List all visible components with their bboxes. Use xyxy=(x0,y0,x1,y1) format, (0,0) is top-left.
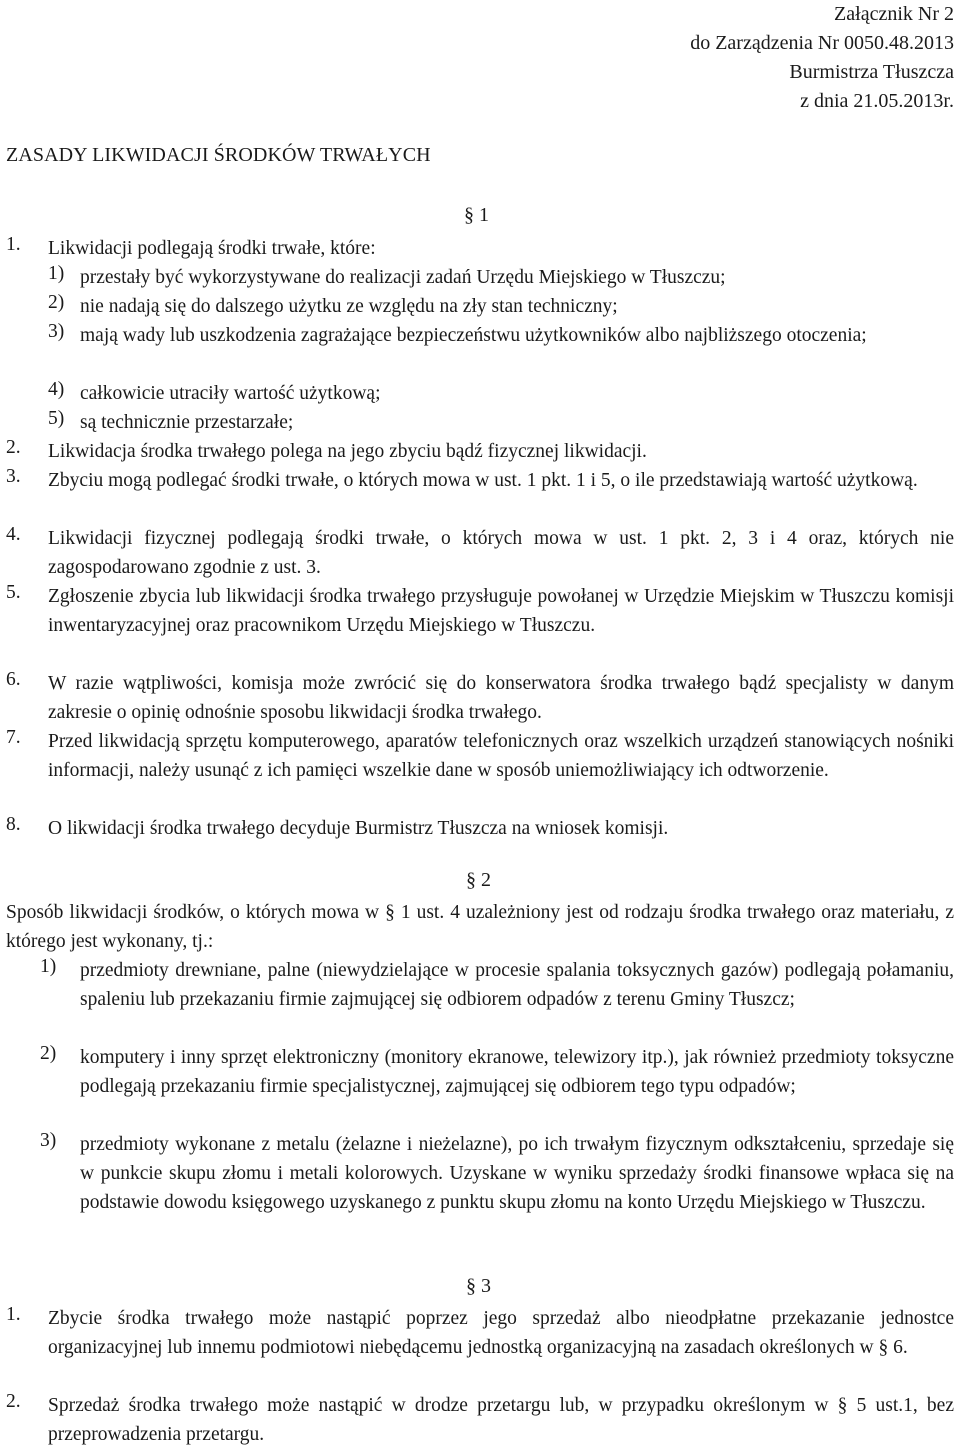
section-2-heading: § 2 xyxy=(466,869,491,891)
paragraph-7: Przed likwidacją sprzętu komputerowego, aparatów telefonicznych oraz wszelkich urządzeń stanowiących nośniki informacji, należy usunąć z ich pamięci wszelkie dane w sposób uniemożliwiający ich odtworzenie. xyxy=(48,731,954,781)
list-item-3: przedmioty wykonane z metalu (żelazne i nieżelazne), po ich trwałym fizycznym odkształceniu, sprzedaje się w punkcie skupu złomu i metali kolorowych. Uzyskane w wyniku sprzedaży środki finansowe wpłaca się na podstawie dowodu księgowego uzyskanego z punktu skupu złomu na konto Urzędu Miejskiego w Tłuszczu. xyxy=(80,1134,954,1213)
sub-item-3: mają wady lub uszkodzenia zagrażające bezpieczeństwu użytkowników albo najbliższego otoczenia; xyxy=(80,325,867,346)
header-line-3: Burmistrza Tłuszcza xyxy=(789,61,954,83)
list-number: 3) xyxy=(40,1130,57,1151)
sub-number: 1) xyxy=(48,263,65,284)
item-number: 2. xyxy=(6,437,21,458)
attachment-header xyxy=(690,0,954,116)
item-number: 7. xyxy=(6,727,21,748)
paragraph-8: O likwidacji środka trwałego decyduje Burmistrz Tłuszcza na wniosek komisji. xyxy=(48,818,669,839)
sub-item-2: nie nadają się do dalszego użytku ze względu na zły stan techniczny; xyxy=(80,296,618,317)
section-2-intro: Sposób likwidacji środków, o których mowa w § 1 ust. 4 uzależniony jest od rodzaju środka trwałego oraz materiału, z którego jest wykonany, tj.: xyxy=(6,902,954,952)
document-title: ZASADY LIKWIDACJI ŚRODKÓW TRWAŁYCH xyxy=(6,144,431,166)
section-3-item-1: Zbycie środka trwałego może nastąpić poprzez jego sprzedaż albo nieodpłatne przekazanie jednostce organizacyjnej lub innemu podmiotowi niebędącemu jednostką organizacyjną na zasadach określonych w § 6. xyxy=(48,1308,954,1358)
sub-item-1: przestały być wykorzystywane do realizacji zadań Urzędu Miejskiego w Tłuszczu; xyxy=(80,267,726,288)
sub-number: 5) xyxy=(48,408,65,429)
sub-number: 2) xyxy=(48,292,65,313)
paragraph-6: W razie wątpliwości, komisja może zwrócić się do konserwatora środka trwałego bądź specjalisty w danym zakresie o opinię odnośnie sposobu likwidacji środka trwałego. xyxy=(48,673,954,723)
sub-number: 4) xyxy=(48,379,65,400)
list-item-2: komputery i inny sprzęt elektroniczny (monitory ekranowe, telewizory itp.), jak również przedmioty toksyczne podlegają przekazaniu firmie specjalistycznej, zajmującej się odbiorem tego typu odpadów; xyxy=(80,1047,954,1097)
item-number: 1. xyxy=(6,234,21,255)
list-item-1: przedmioty drewniane, palne (niewydzielające w procesie spalania toksycznych gazów) podlegają połamaniu, spaleniu lub przekazaniu firmie zajmującej się odbiorem odpadów z terenu Gminy Tłuszcz; xyxy=(80,960,954,1010)
sub-item-4: całkowicie utraciły wartość użytkową; xyxy=(80,383,381,404)
item-number: 1. xyxy=(6,1304,21,1325)
list-number: 1) xyxy=(40,956,57,977)
header-line-2: do Zarządzenia Nr 0050.48.2013 xyxy=(690,32,954,54)
item-number: 5. xyxy=(6,582,21,603)
section-1-heading: § 1 xyxy=(464,204,489,226)
header-line-1: Załącznik Nr 2 xyxy=(834,3,954,25)
item-number: 8. xyxy=(6,814,21,835)
item-number: 4. xyxy=(6,524,21,545)
item-number: 6. xyxy=(6,669,21,690)
item-number: 3. xyxy=(6,466,21,487)
list-number: 2) xyxy=(40,1043,57,1064)
section-3-item-2: Sprzedaż środka trwałego może nastąpić w drodze przetargu lub, w przypadku określonym w § 5 ust.1, bez przeprowadzenia przetargu. xyxy=(48,1395,954,1445)
paragraph-5: Zgłoszenie zbycia lub likwidacji środka trwałego przysługuje powołanej w Urzędzie Miejskim w Tłuszczu komisji inwentaryzacyjnej oraz pracownikom Urzędu Miejskiego w Tłuszczu. xyxy=(48,586,954,636)
paragraph-1: Likwidacji podlegają środki trwałe, które: xyxy=(48,238,376,259)
paragraph-3: Zbyciu mogą podlegać środki trwałe, o których mowa w ust. 1 pkt. 1 i 5, o ile przedstawiają wartość użytkową. xyxy=(48,470,918,491)
sub-item-5: są technicznie przestarzałe; xyxy=(80,412,294,433)
section-3-heading: § 3 xyxy=(466,1275,491,1297)
sub-number: 3) xyxy=(48,321,65,342)
header-line-4: z dnia 21.05.2013r. xyxy=(800,90,954,112)
item-number: 2. xyxy=(6,1391,21,1412)
paragraph-4: Likwidacji fizycznej podlegają środki trwałe, o których mowa w ust. 1 pkt. 2, 3 i 4 oraz, których nie zagospodarowano zgodnie z ust. 3. xyxy=(48,528,954,578)
paragraph-2: Likwidacja środka trwałego polega na jego zbyciu bądź fizycznej likwidacji. xyxy=(48,441,647,462)
